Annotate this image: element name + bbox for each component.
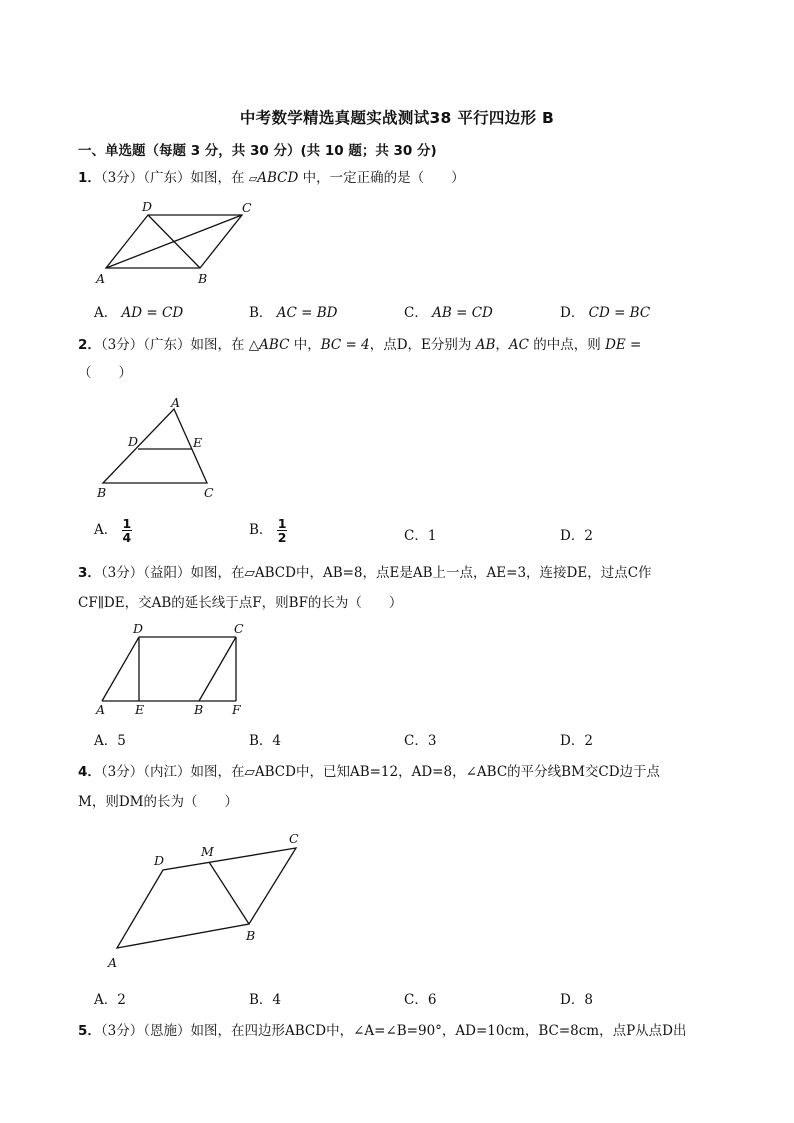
q3-label-e: E <box>135 702 145 717</box>
q3-label-a: A <box>96 702 106 717</box>
option-text: 2 <box>117 992 126 1008</box>
section-heading: 一、单选题（每题 3 分，共 30 分）(共 10 题；共 30 分) <box>78 143 437 159</box>
q1-label-c: C <box>242 200 252 215</box>
q4-parallelogram-outline <box>117 848 296 948</box>
question-2-text: 的中点，则 <box>528 337 606 353</box>
question-2-text: ， <box>495 337 509 353</box>
q1-label-b: B <box>198 271 208 286</box>
fraction-numerator: 1 <box>277 516 287 531</box>
q4-label-b: B <box>246 928 256 943</box>
question-2-math: DE = <box>605 337 642 353</box>
option-letter: A． <box>94 522 118 538</box>
question-1-prefix: （3分）（广东）如图，在 <box>100 170 249 186</box>
question-5 <box>78 1019 687 1039</box>
option-letter: C． <box>404 992 428 1008</box>
q2-label-c: C <box>204 485 214 500</box>
q3-label-b: B <box>194 702 204 717</box>
option-text: AB = CD <box>432 305 493 321</box>
q4-option-d[interactable] <box>560 988 593 1008</box>
option-text: 4 <box>272 992 282 1008</box>
q4-label-c: C <box>289 831 299 846</box>
option-letter: A． <box>94 305 118 321</box>
question-3-line2: CF∥DE，交AB的延长线于点F，则BF的长为（ ） <box>78 595 403 611</box>
question-2-math: BC = 4 <box>320 337 370 353</box>
option-letter: C． <box>404 733 428 749</box>
q1-label-d: D <box>142 199 153 214</box>
option-text: 2 <box>584 528 593 544</box>
question-1-number: 1． <box>78 170 101 186</box>
option-letter: A． <box>94 733 118 749</box>
option-letter: B． <box>249 992 273 1008</box>
option-letter: B． <box>249 305 273 321</box>
option-text: 3 <box>427 733 437 749</box>
q4-label-m: M <box>201 844 214 859</box>
fraction-denominator: 2 <box>277 530 287 545</box>
q3-label-c: C <box>234 621 244 636</box>
option-text: 5 <box>117 733 126 749</box>
q4-option-a[interactable] <box>94 988 126 1008</box>
question-4-number: 4． <box>78 764 101 780</box>
option-letter: D． <box>560 305 585 321</box>
q4-option-b[interactable] <box>249 988 281 1008</box>
question-2-math: AC <box>508 337 529 353</box>
question-3-number: 3． <box>78 565 101 581</box>
q3-label-f: F <box>232 702 241 717</box>
q2-label-a: A <box>171 395 181 410</box>
q2-label-b: B <box>97 485 107 500</box>
option-letter: D． <box>560 733 585 749</box>
question-3-text: （3分）（益阳）如图，在▱ABCD中，AB=8，点E是AB上一点，AE=3，连接DE，过点C作 <box>100 565 652 581</box>
q2-label-d: D <box>128 434 139 449</box>
option-letter: B． <box>249 733 273 749</box>
question-2-text: （3分）（广东）如图，在 <box>100 337 249 353</box>
question-4-line2: M，则DM的长为（ ） <box>78 794 238 810</box>
option-text: AC = BD <box>276 305 338 321</box>
q2-label-e: E <box>193 435 203 450</box>
option-text: CD = BC <box>588 305 651 321</box>
q4-option-c[interactable] <box>404 988 436 1008</box>
fraction-numerator: 1 <box>122 516 132 531</box>
option-text: 4 <box>272 733 282 749</box>
parallelogram-symbol: ▱ <box>248 172 258 185</box>
q3-label-d: D <box>133 621 144 636</box>
option-letter: C． <box>404 528 428 544</box>
question-1-suffix: 中，一定正确的是（ ） <box>298 170 465 186</box>
option-text: 1 <box>427 528 437 544</box>
question-5-text: （3分）（恩施）如图，在四边形ABCD中，∠A=∠B=90°，AD=10cm，BC=8cm，点P从点D出 <box>100 1023 687 1039</box>
option-letter: A． <box>94 992 118 1008</box>
question-2-number: 2． <box>78 337 101 353</box>
question-2-text: 中， <box>289 337 321 353</box>
question-5-number: 5． <box>78 1023 101 1039</box>
q1-label-a: A <box>96 271 106 286</box>
question-1-math: ABCD <box>257 170 299 186</box>
option-letter: D． <box>560 528 585 544</box>
question-2-text: ，点D，E分别为 <box>369 337 476 353</box>
option-letter: C． <box>404 305 428 321</box>
question-2-math: AB <box>475 337 496 353</box>
option-letter: D． <box>560 992 585 1008</box>
q4-label-a: A <box>108 955 118 970</box>
question-2-line2: （ ） <box>78 365 132 381</box>
question-4-text: （3分）（内江）如图，在▱ABCD中，已知AB=12，AD=8，∠ABC的平分线BM交CD边于点 <box>100 764 661 780</box>
option-text: 6 <box>427 992 437 1008</box>
option-letter: B． <box>249 522 273 538</box>
option-text: 8 <box>584 992 593 1008</box>
question-2-math: △ABC <box>248 337 290 353</box>
q4-label-d: D <box>154 853 165 868</box>
option-text: AD = CD <box>121 305 184 321</box>
q4-bisector-bm <box>209 862 249 924</box>
page-title: 中考数学精选真题实战测试38 平行四边形 B <box>239 109 555 127</box>
option-text: 2 <box>584 733 593 749</box>
fraction-denominator: 4 <box>122 530 132 545</box>
